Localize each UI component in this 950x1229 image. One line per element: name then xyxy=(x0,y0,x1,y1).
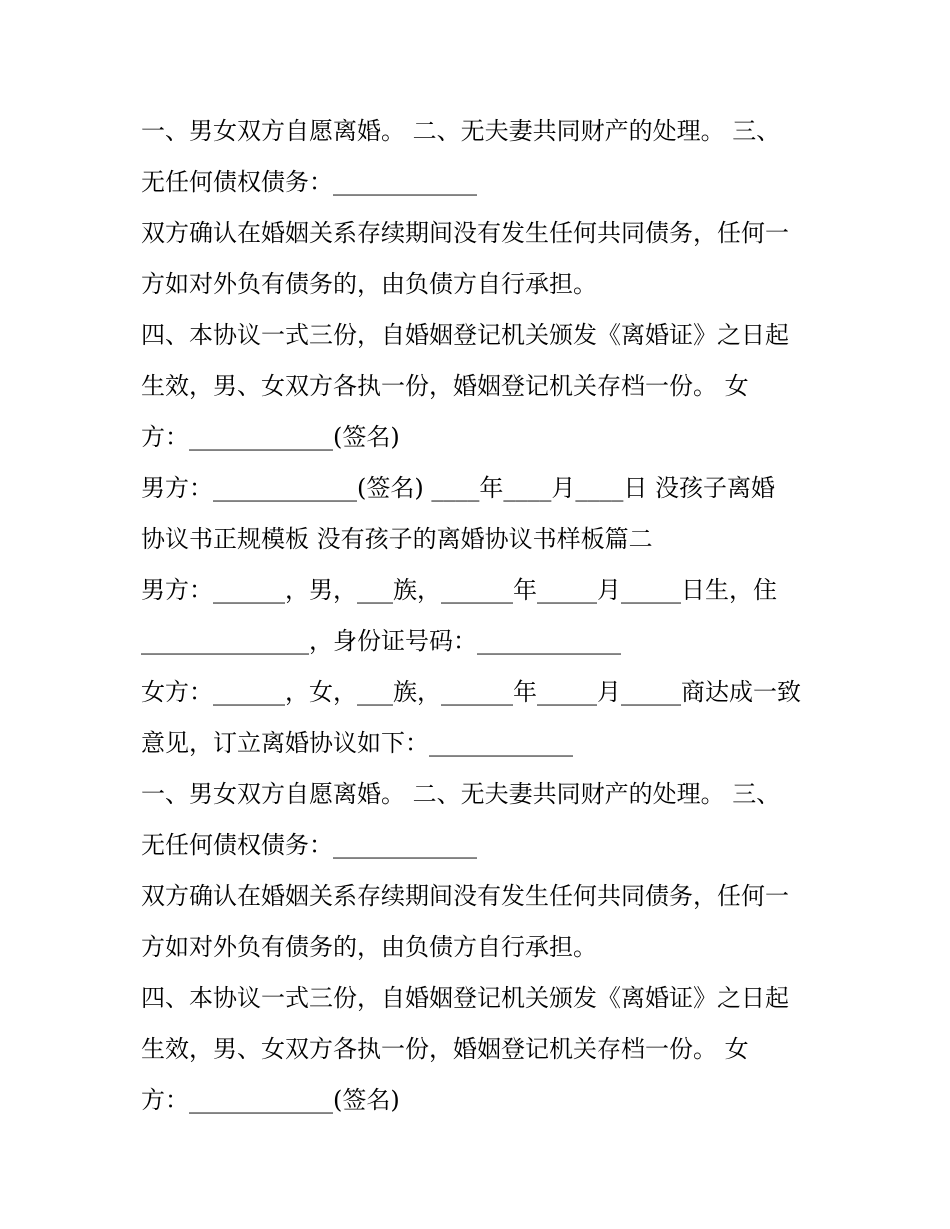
text-line-19: 生效，男、女双方各执一份，婚姻登记机关存档一份。 女 xyxy=(141,1035,749,1063)
text-line-5: 四、本协议一式三份，自婚姻登记机关颁发《离婚证》之日起 xyxy=(141,321,789,349)
text-line-2: 无任何债权债务：____________ xyxy=(141,168,477,196)
text-line-9: 协议书正规模板 没有孩子的离婚协议书样板篇二 xyxy=(141,525,653,553)
text-line-4: 方如对外负有债务的，由负债方自行承担。 xyxy=(141,270,597,298)
text-line-18: 四、本协议一式三份，自婚姻登记机关颁发《离婚证》之日起 xyxy=(141,984,789,1012)
text-line-16: 双方确认在婚姻关系存续期间没有发生任何共同债务，任何一 xyxy=(141,882,789,910)
text-line-13: 意见，订立离婚协议如下：____________ xyxy=(141,729,573,757)
text-line-7: 方：____________(签名) xyxy=(141,423,400,451)
text-line-1: 一、男女双方自愿离婚。 二、无夫妻共同财产的处理。 三、 xyxy=(141,117,781,145)
text-line-8: 男方：____________(签名) ____年____月____日 没孩子离婚 xyxy=(141,474,775,502)
text-line-6: 生效，男、女双方各执一份，婚姻登记机关存档一份。 女 xyxy=(141,372,749,400)
text-line-15: 无任何债权债务：____________ xyxy=(141,831,477,859)
text-line-12: 女方：______，女，___族，______年_____月_____商达成一致 xyxy=(141,678,801,706)
text-line-17: 方如对外负有债务的，由负债方自行承担。 xyxy=(141,933,597,961)
text-line-3: 双方确认在婚姻关系存续期间没有发生任何共同债务，任何一 xyxy=(141,219,789,247)
document-body xyxy=(141,106,821,1126)
text-line-20: 方：____________(签名) xyxy=(141,1086,400,1114)
text-line-10: 男方：______，男，___族，______年_____月_____日生，住 xyxy=(141,576,777,604)
text-line-14: 一、男女双方自愿离婚。 二、无夫妻共同财产的处理。 三、 xyxy=(141,780,781,808)
text-line-11: ______________，身份证号码：____________ xyxy=(141,627,621,655)
